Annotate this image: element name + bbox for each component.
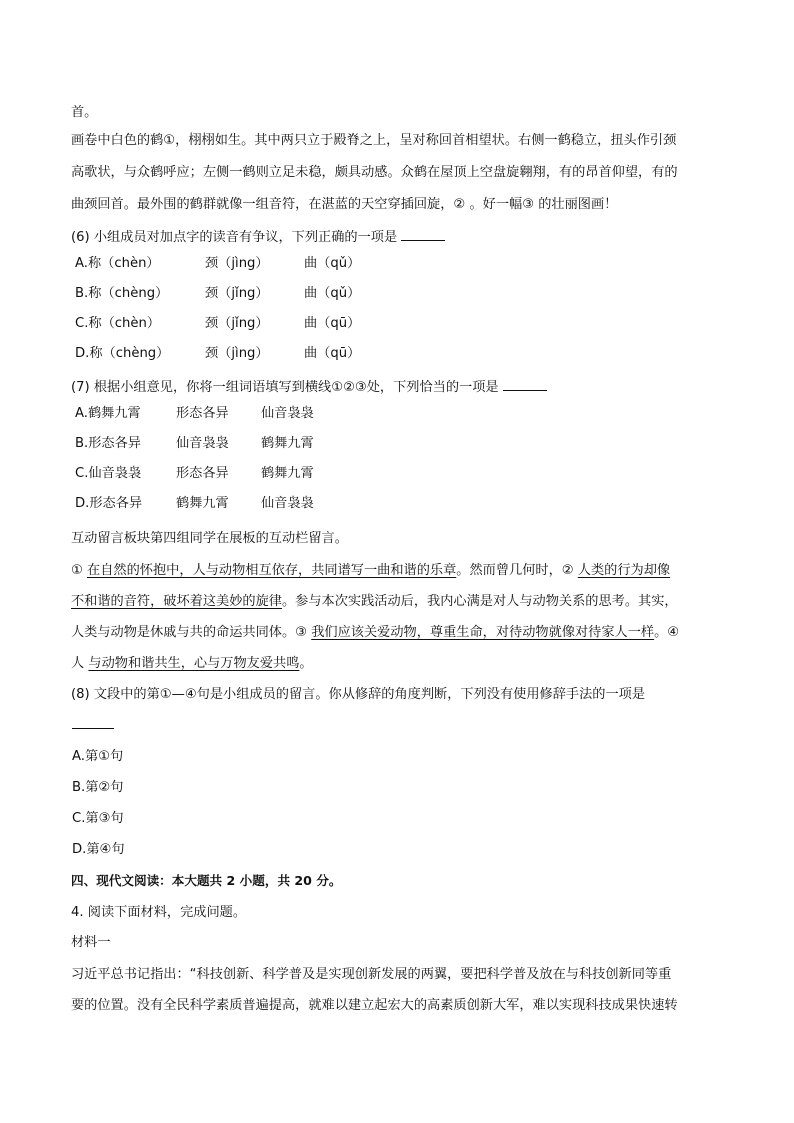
- passage-line: 曲颈回首。最外围的鹤群就像一组音符，在湛蓝的天空穿插回旋，② 。好一幅③ 的壮丽图画！: [71, 197, 618, 212]
- underlined-sentence-2-end: 不和谐的音符，破坏着这美妙的旋律: [71, 594, 282, 609]
- q7-option-c-item2: 形态各异: [176, 466, 229, 481]
- answer-blank[interactable]: [401, 230, 445, 241]
- material-label: 材料一: [71, 935, 111, 950]
- q7-option-b-item3: 鹤舞九霄: [261, 436, 314, 451]
- q7-option-c-item3: 鹤舞九霄: [261, 466, 314, 481]
- q6-option-b-item2: 颈（jǐng）: [205, 286, 269, 301]
- board-text: 。④: [654, 625, 680, 640]
- question-6-stem: [71, 229, 445, 247]
- q6-option-a-item2: 颈（jìng）: [205, 256, 269, 271]
- q8-option-a[interactable]: A.第①句: [72, 749, 124, 764]
- answer-blank[interactable]: [503, 380, 547, 391]
- q7-option-d-item2: 鹤舞九霄: [176, 496, 229, 511]
- underlined-sentence-2-start: 人类的行为却像: [577, 563, 671, 578]
- underlined-sentence-4: 与动物和谐共生，心与万物友爱共鸣: [88, 656, 300, 671]
- q8-option-b[interactable]: B.第②句: [72, 780, 124, 795]
- q6-option-d[interactable]: D.称（chèng）: [75, 346, 170, 361]
- question-8-stem: (8) 文段中的第①—④句是小组成员的留言。你从修辞的角度判断，下列没有使用修辞手法的一项是: [71, 687, 646, 702]
- question-7-stem: [71, 379, 547, 397]
- q7-option-a[interactable]: A.鹤舞九霄: [75, 406, 141, 421]
- passage-line: 首。: [71, 105, 98, 120]
- board-text: 。参与本次实践活动后，我内心满是对人与动物关系的思考。其实，: [282, 594, 678, 609]
- q7-option-d-item3: 仙音袅袅: [261, 496, 314, 511]
- q6-option-b[interactable]: B.称（chèng）: [75, 286, 169, 301]
- question-text: (7) 根据小组意见，你将一组词语填写到横线①②③处，下列恰当的一项是: [71, 380, 499, 395]
- passage-line: 画卷中白色的鹤①，栩栩如生。其中两只立于殿脊之上，呈对称回首相望状。右侧一鹤稳立，扭头作引颈: [71, 133, 677, 148]
- question-4-stem: 4. 阅读下面材料，完成问题。: [71, 905, 247, 920]
- board-line-3: [71, 624, 679, 642]
- q6-option-c[interactable]: C.称（chèn）: [75, 316, 161, 331]
- q6-option-d-item3: 曲（qū）: [304, 346, 361, 361]
- board-line-4: [71, 655, 313, 673]
- board-text: 。然而曾几何时，②: [456, 563, 578, 578]
- q6-option-b-item3: 曲（qǔ）: [304, 286, 361, 301]
- underlined-sentence-1: 在自然的怀抱中，人与动物相互依存，共同谱写一曲和谐的乐章: [87, 563, 457, 578]
- q6-option-d-item2: 颈（jìng）: [205, 346, 269, 361]
- q7-option-a-item2: 形态各异: [176, 406, 229, 421]
- board-text: 人: [71, 656, 89, 671]
- board-intro: 互动留言板块第四组同学在展板的互动栏留言。: [71, 531, 348, 546]
- q8-option-c[interactable]: C.第③句: [72, 811, 124, 826]
- q7-option-b-item2: 仙音袅袅: [176, 436, 229, 451]
- board-line-2: [71, 593, 678, 611]
- sentence-marker-1: ①: [71, 563, 88, 578]
- q6-option-c-item3: 曲（qū）: [304, 316, 361, 331]
- q7-option-b[interactable]: B.形态各异: [75, 436, 141, 451]
- q6-option-a-item3: 曲（qǔ）: [304, 256, 361, 271]
- section-heading: 四、现代文阅读：本大题共 2 小题，共 20 分。: [71, 873, 342, 888]
- q6-option-a[interactable]: A.称（chèn）: [75, 256, 160, 271]
- q7-option-c[interactable]: C.仙音袅袅: [75, 466, 142, 481]
- q6-option-c-item2: 颈（jǐng）: [205, 316, 269, 331]
- board-text: 。: [299, 656, 313, 671]
- q7-option-a-item3: 仙音袅袅: [261, 406, 314, 421]
- question-text: (6) 小组成员对加点字的读音有争议，下列正确的一项是: [71, 230, 398, 245]
- board-line-1: [71, 562, 670, 580]
- material-line: 习近平总书记指出：“科技创新、科学普及是实现创新发展的两翼，要把科学普及放在与科技创新同等重: [71, 967, 672, 982]
- material-line: 要的位置。没有全民科学素质普遍提高，就难以建立起宏大的高素质创新大军，难以实现科技成果快速转: [71, 998, 678, 1013]
- q8-option-d[interactable]: D.第④句: [72, 842, 125, 857]
- underlined-sentence-3: 我们应该关爱动物，尊重生命，对待动物就像对待家人一样: [311, 625, 655, 640]
- answer-blank[interactable]: [72, 728, 114, 729]
- board-text: 人类与动物是休戚与共的命运共同体。③: [71, 625, 312, 640]
- passage-line: 高歌状，与众鹤呼应；左侧一鹤则立足未稳，颇具动感。众鹤在屋顶上空盘旋翱翔，有的昂首仰望，有的: [71, 165, 678, 180]
- q7-option-d[interactable]: D.形态各异: [75, 496, 143, 511]
